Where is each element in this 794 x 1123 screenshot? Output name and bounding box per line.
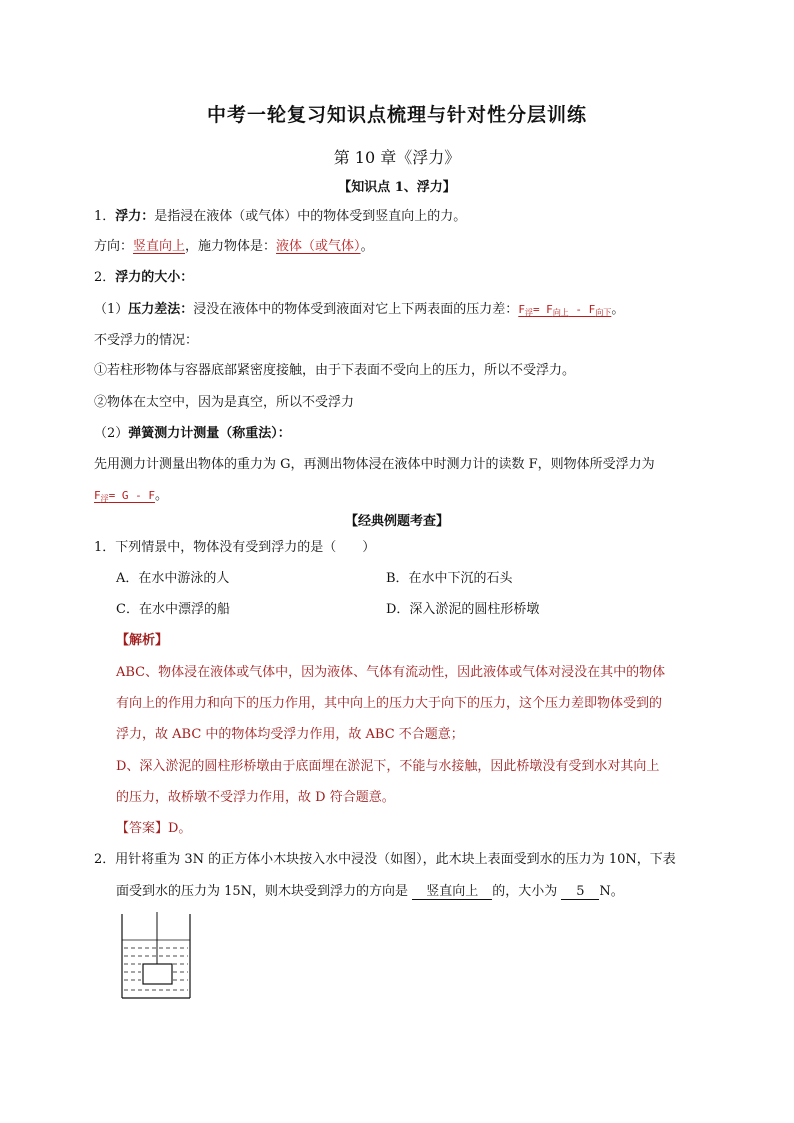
analysis-label: 【解析】 <box>116 633 169 648</box>
q2-text: N。 <box>599 884 624 899</box>
weighing-method <box>94 426 291 442</box>
section-heading-knowledge: 【知识点 1、浮力】 <box>338 180 456 195</box>
answer-line: 【答案】D。 <box>116 821 192 836</box>
direction-label: 方向： <box>94 239 134 254</box>
section-heading-examples: 【经典例题考查】 <box>344 514 449 529</box>
formula-pressure-difference: $F_浮= F_{向上} - F_{向下}$ <box>518 303 612 317</box>
method-term: 压力差法： <box>128 302 194 317</box>
question-2-line-2 <box>116 884 624 900</box>
beaker-diagram <box>116 910 196 1002</box>
method-number: （1） <box>94 302 129 317</box>
analysis-line: D、深入淤泥的圆柱形桥墩由于底面埋在淤泥下，不能与水接触，因此桥墩没有受到水对其向上 <box>116 759 660 774</box>
point-buoyancy-definition <box>94 209 466 225</box>
analysis-line: 的压力，故桥墩不受浮力作用，故 D 符合题意。 <box>116 790 395 805</box>
question-1-option-d: D．深入淤泥的圆柱形桥墩 <box>386 602 540 617</box>
pressure-difference-method <box>94 302 624 321</box>
weighing-method-text: 先用测力计测量出物体的重力为 G，再测出物体浸在液体中时测力计的读数 F，则物体所受浮力为 <box>94 457 655 472</box>
question-1-option-a: A．在水中游泳的人 <box>116 571 230 586</box>
term-buoyancy: 浮力： <box>115 209 155 224</box>
period: 。 <box>611 302 625 317</box>
method-term: 弹簧测力计测量（称重法）： <box>128 426 291 441</box>
period: 。 <box>154 488 168 503</box>
term-magnitude: 浮力的大小： <box>115 270 194 285</box>
source-label: ，施力物体是： <box>185 239 277 254</box>
page-title: 中考一轮复习知识点梳理与针对性分层训练 <box>206 104 587 126</box>
method-number: （2） <box>94 426 129 441</box>
point-number: 1． <box>94 209 116 224</box>
wood-block <box>143 964 172 984</box>
question-2-line-1: 2．用针将重为 3N 的正方体小木块按入水中浸没（如图），此木块上表面受到水的压力为 10N，下表 <box>94 852 676 867</box>
formula-weighing: $F_浮= G - F$ <box>94 489 155 503</box>
method-text: 浸没在液体中的物体受到液面对它上下两表面的压力差： <box>193 302 519 317</box>
question-1-option-b: B．在水中下沉的石头 <box>386 571 513 586</box>
analysis-line: 浮力，故 ABC 中的物体均受浮力作用，故 ABC 不合题意； <box>116 727 464 742</box>
answer-blank-magnitude: 5 <box>561 885 599 900</box>
question-1-option-c: C．在水中漂浮的船 <box>116 602 230 617</box>
analysis-line: ABC、物体浸在液体或气体中，因为液体、气体有流动性，因此液体或气体对浸没在其中的物体 <box>116 665 666 680</box>
point-number: 2． <box>94 270 116 285</box>
period: 。 <box>360 239 374 254</box>
direction-answer: 竖直向上 <box>133 239 186 254</box>
analysis-line: 有向上的作用力和向下的压力作用，其中向上的压力大于向下的压力，这个压力差即物体受到的 <box>116 696 663 711</box>
source-answer: 液体（或气体） <box>276 239 361 254</box>
no-buoyancy-heading: 不受浮力的情况： <box>94 333 199 348</box>
weighing-formula-line <box>94 488 168 507</box>
no-buoyancy-case-2: ②物体在太空中，因为是真空，所以不受浮力 <box>94 395 355 410</box>
question-1-stem: 1．下列情景中，物体没有受到浮力的是（ ） <box>94 540 376 555</box>
answer-blank-direction: 竖直向上 <box>412 885 492 900</box>
definition-text: 是指浸在液体（或气体）中的物体受到竖直向上的力。 <box>154 209 467 224</box>
q2-text: 的，大小为 <box>492 884 558 899</box>
direction-line <box>94 239 374 255</box>
q2-text: 面受到水的压力为 15N，则木块受到浮力的方向是 <box>116 884 409 899</box>
chapter-subtitle: 第 10 章《浮力》 <box>333 148 461 167</box>
no-buoyancy-case-1: ①若柱形物体与容器底部紧密度接触，由于下表面不受向上的压力，所以不受浮力。 <box>94 363 576 378</box>
point-buoyancy-magnitude <box>94 270 193 286</box>
